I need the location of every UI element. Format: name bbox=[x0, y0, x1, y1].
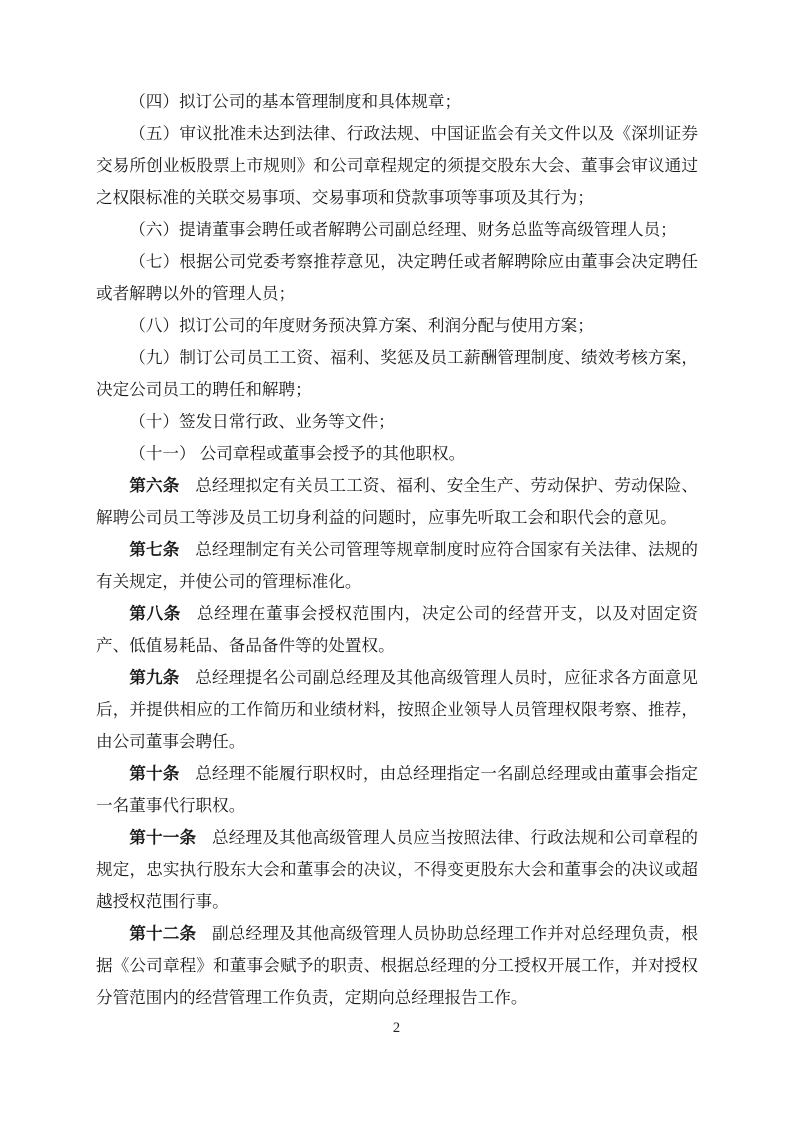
paragraph-text: （十一） 公司章程或董事会授予的其他职权。 bbox=[129, 444, 466, 463]
page-footer bbox=[0, 1018, 793, 1038]
paragraph bbox=[96, 118, 698, 214]
paragraph-text: （六）提请董事会聘任或者解聘公司副总经理、财务总监等高级管理人员； bbox=[129, 220, 677, 239]
article-number: 第九条 bbox=[129, 668, 180, 687]
paragraph-text: （八）拟订公司的年度财务预决算方案、利润分配与使用方案； bbox=[129, 316, 594, 335]
paragraph bbox=[96, 470, 698, 534]
paragraph bbox=[96, 598, 698, 662]
paragraph-text: （七）根据公司党委考察推荐意见，决定聘任或者解聘除应由董事会决定聘任或者解聘以外的管理人员； bbox=[96, 252, 698, 303]
page-number: 2 bbox=[392, 1020, 401, 1036]
paragraph-text: 总经理在董事会授权范围内，决定公司的经营开支，以及对固定资产、低值易耗品、备品备件等的处置权。 bbox=[96, 604, 699, 655]
paragraph-text: （四）拟订公司的基本管理制度和具体规章； bbox=[129, 92, 462, 111]
article-number: 第七条 bbox=[129, 540, 180, 559]
document-body bbox=[96, 86, 698, 1014]
paragraph-text: 总经理拟定有关员工工资、福利、安全生产、劳动保护、劳动保险、解聘公司员工等涉及员工切身利益的问题时，应事先听取工会和职代会的意见。 bbox=[96, 476, 699, 527]
paragraph bbox=[96, 86, 698, 118]
article-number: 第十二条 bbox=[129, 924, 197, 943]
paragraph-text: （十）签发日常行政、业务等文件； bbox=[129, 412, 395, 431]
article-number: 第八条 bbox=[129, 604, 182, 623]
paragraph-text: 总经理制定有关公司管理等规章制度时应符合国家有关法律、法规的有关规定，并使公司的管理标准化。 bbox=[96, 540, 699, 591]
article-number: 第六条 bbox=[129, 476, 180, 495]
paragraph bbox=[96, 822, 698, 918]
paragraph bbox=[96, 534, 698, 598]
paragraph-text: 总经理提名公司副总经理及其他高级管理人员时，应征求各方面意见后，并提供相应的工作简历和业绩材料，按照企业领导人员管理权限考察、推荐，由公司董事会聘任。 bbox=[96, 668, 699, 751]
paragraph-text: （九）制订公司员工工资、福利、奖惩及员工薪酬管理制度、绩效考核方案，决定公司员工的聘任和解聘； bbox=[96, 348, 698, 399]
paragraph-text: 总经理及其他高级管理人员应当按照法律、行政法规和公司章程的规定，忠实执行股东大会和董事会的决议，不得变更股东大会和董事会的决议或超越授权范围行事。 bbox=[96, 828, 699, 911]
paragraph bbox=[96, 406, 698, 438]
paragraph bbox=[96, 214, 698, 246]
paragraph bbox=[96, 918, 698, 1014]
paragraph-text: （五）审议批准未达到法律、行政法规、中国证监会有关文件以及《深圳证券交易所创业板股票上市规则》和公司章程规定的须提交股东大会、董事会审议通过之权限标准的关联交易事项、交易事项和贷款事项等事项及其行为； bbox=[96, 124, 698, 207]
paragraph bbox=[96, 758, 698, 822]
paragraph-text: 副总经理及其他高级管理人员协助总经理工作并对总经理负责，根据《公司章程》和董事会赋予的职责、根据总经理的分工授权开展工作，并对授权分管范围内的经营管理工作负责，定期向总经理报告工作。 bbox=[96, 924, 699, 1007]
paragraph bbox=[96, 662, 698, 758]
paragraph bbox=[96, 438, 698, 470]
paragraph-text: 总经理不能履行职权时，由总经理指定一名副总经理或由董事会指定一名董事代行职权。 bbox=[96, 764, 699, 815]
paragraph bbox=[96, 246, 698, 310]
paragraph bbox=[96, 310, 698, 342]
article-number: 第十一条 bbox=[129, 828, 197, 847]
article-number: 第十条 bbox=[129, 764, 180, 783]
paragraph bbox=[96, 342, 698, 406]
